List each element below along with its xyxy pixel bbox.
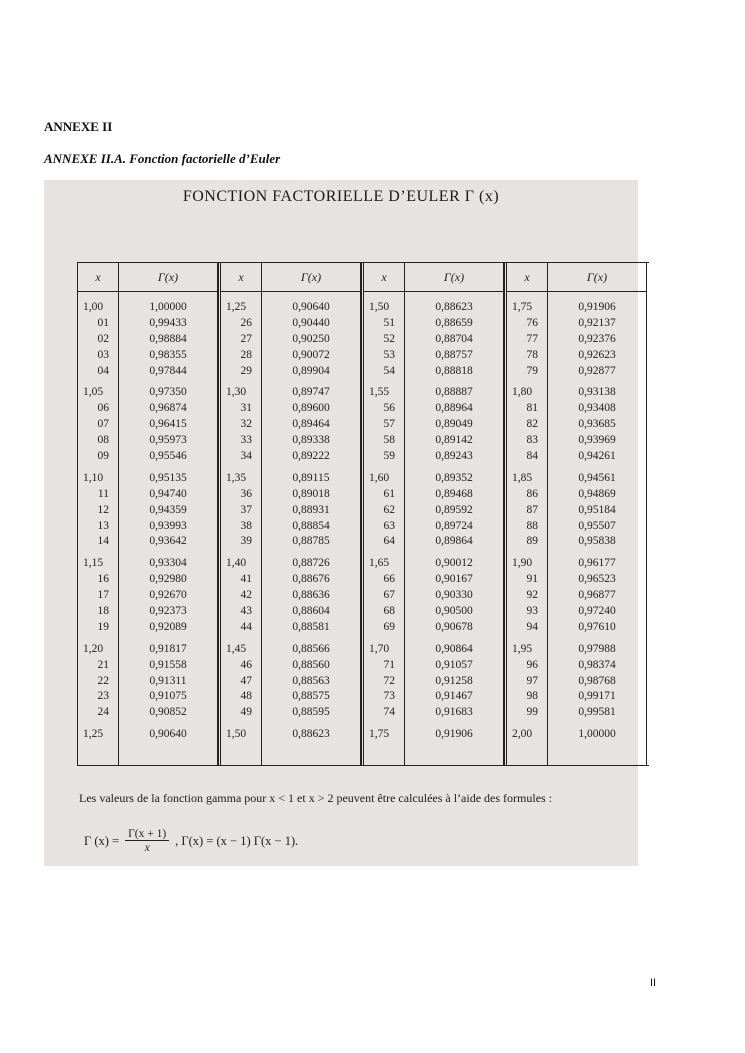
gamma-value: 0,89464 [292, 418, 330, 431]
gamma-value: 0,90440 [292, 316, 330, 329]
gamma-value: 1,00000 [149, 301, 187, 313]
gamma-column [119, 263, 217, 765]
x-value: 1,20 [83, 642, 104, 655]
x-value: 1,85 [512, 471, 533, 484]
x-value: 56 [383, 402, 395, 415]
x-value: 96 [526, 658, 538, 671]
figure-title: FONCTION FACTORIELLE D’EULER Γ (x) [182, 188, 500, 205]
gamma-value: 0,88566 [292, 642, 330, 655]
x-value: 1,25 [226, 301, 247, 313]
x-column [364, 263, 405, 765]
gamma-value: 0,93642 [149, 535, 187, 548]
x-value: 1,55 [369, 386, 390, 399]
gamma-value: 0,91558 [149, 658, 187, 671]
gamma-value: 0,98355 [149, 348, 187, 361]
gamma-value: 0,99581 [578, 706, 616, 719]
x-value: 44 [240, 620, 252, 633]
gamma-value: 0,88854 [292, 519, 330, 532]
x-value: 31 [240, 402, 252, 415]
gamma-value: 0,88818 [435, 364, 473, 377]
x-value: 07 [97, 418, 109, 431]
x-value: 1,10 [83, 471, 104, 484]
gamma-column [548, 263, 646, 765]
x-value: 04 [97, 364, 109, 377]
x-value: 39 [240, 535, 252, 548]
gamma-value: 0,90330 [435, 589, 473, 602]
gamma-value: 0,93408 [578, 402, 616, 415]
gamma-value: 0,97610 [578, 620, 616, 633]
x-value: 66 [383, 573, 395, 586]
x-value: 43 [240, 605, 252, 618]
gamma-value: 0,89222 [292, 450, 330, 463]
gamma-value: 0,92980 [149, 573, 187, 586]
x-value: 17 [97, 589, 109, 602]
gamma-value: 0,97240 [578, 605, 616, 618]
gamma-header: Γ(x) [548, 263, 646, 292]
gamma-value: 0,91906 [578, 301, 616, 313]
gamma-value: 0,99171 [578, 690, 616, 703]
x-value: 76 [526, 316, 538, 329]
gamma-value: 0,92089 [149, 620, 187, 633]
x-value: 28 [240, 348, 252, 361]
x-value: 83 [526, 434, 538, 447]
gamma-value: 0,91683 [435, 706, 473, 719]
x-value: 1,75 [369, 728, 390, 741]
gamma-header: Γ(x) [262, 263, 360, 292]
gamma-value: 0,94869 [578, 487, 616, 500]
gamma-value: 0,92877 [578, 364, 616, 377]
gamma-value: 0,88623 [292, 728, 330, 741]
gamma-value: 0,93685 [578, 418, 616, 431]
gamma-value: 0,97350 [149, 386, 187, 399]
x-value: 82 [526, 418, 538, 431]
gamma-value: 0,89338 [292, 434, 330, 447]
x-value: 2,00 [512, 728, 533, 741]
gamma-value: 0,90012 [435, 557, 473, 570]
gamma-value: 0,88659 [435, 316, 473, 329]
x-value: 73 [383, 690, 395, 703]
gamma-value: 0,89864 [435, 535, 473, 548]
gamma-value: 0,93969 [578, 434, 616, 447]
x-value: 26 [240, 316, 252, 329]
x-column [507, 263, 548, 765]
gamma-value: 0,92373 [149, 605, 187, 618]
x-value: 41 [240, 573, 252, 586]
gamma-value: 0,89468 [435, 487, 473, 500]
gamma-value: 0,96874 [149, 402, 187, 415]
gamma-value: 0,88785 [292, 535, 330, 548]
x-value: 06 [97, 402, 109, 415]
x-value: 42 [240, 589, 252, 602]
x-value: 1,75 [512, 301, 533, 313]
x-value: 46 [240, 658, 252, 671]
x-value: 1,60 [369, 471, 390, 484]
x-value: 91 [526, 573, 538, 586]
gamma-column [405, 263, 503, 765]
annex-subheading: ANNEXE II.A. Fonction factorielle d’Euler [44, 151, 281, 166]
x-value: 1,05 [83, 386, 104, 399]
x-value: 58 [383, 434, 395, 447]
gamma-value: 0,90250 [292, 332, 330, 345]
x-value: 51 [383, 316, 395, 329]
gamma-value: 0,90678 [435, 620, 473, 633]
x-value: 21 [97, 658, 109, 671]
page-number: II [650, 977, 657, 989]
x-header: x [364, 263, 404, 292]
x-value: 72 [383, 674, 395, 687]
x-value: 18 [97, 605, 109, 618]
x-value: 61 [383, 487, 395, 500]
annex-heading: ANNEXE II [44, 119, 113, 134]
gamma-value: 0,89049 [435, 418, 473, 431]
x-value: 98 [526, 690, 538, 703]
x-value: 94 [526, 620, 538, 633]
x-value: 67 [383, 589, 395, 602]
gamma-value: 0,89018 [292, 487, 330, 500]
gamma-value: 0,91311 [149, 674, 187, 687]
x-value: 71 [383, 658, 395, 671]
x-value: 01 [97, 316, 109, 329]
gamma-value: 0,93993 [149, 519, 187, 532]
x-value: 1,00 [83, 301, 104, 313]
x-value: 77 [526, 332, 538, 345]
x-value: 97 [526, 674, 538, 687]
gamma-value: 0,96523 [578, 573, 616, 586]
gamma-value: 0,98374 [578, 658, 616, 671]
gamma-header: Γ(x) [119, 263, 217, 292]
gamma-value: 0,91057 [435, 658, 473, 671]
x-value: 54 [383, 364, 395, 377]
gamma-value: 0,96415 [149, 418, 187, 431]
gamma-value: 0,90852 [149, 706, 187, 719]
table-column-group [504, 263, 647, 765]
gamma-value: 0,94261 [578, 450, 616, 463]
gamma-value: 0,92623 [578, 348, 616, 361]
gamma-value: 0,89747 [292, 386, 330, 399]
x-value: 59 [383, 450, 395, 463]
formula-numerator: Γ(x + 1) [125, 828, 169, 841]
gamma-value: 0,88676 [292, 573, 330, 586]
gamma-header: Γ(x) [405, 263, 503, 292]
gamma-table [77, 262, 649, 766]
gamma-value: 0,95546 [149, 450, 187, 463]
x-value: 69 [383, 620, 395, 633]
x-value: 24 [97, 706, 109, 719]
x-value: 38 [240, 519, 252, 532]
table-column-group [361, 263, 504, 765]
gamma-value: 0,88604 [292, 605, 330, 618]
x-value: 1,25 [83, 728, 104, 741]
gamma-value: 0,98768 [578, 674, 616, 687]
gamma-value: 0,88595 [292, 706, 330, 719]
gamma-value: 0,89243 [435, 450, 473, 463]
x-value: 33 [240, 434, 252, 447]
x-value: 13 [97, 519, 109, 532]
x-value: 57 [383, 418, 395, 431]
gamma-value: 0,88560 [292, 658, 330, 671]
x-value: 1,90 [512, 557, 533, 570]
gamma-value: 0,88726 [292, 557, 330, 570]
gamma-value: 0,88581 [292, 620, 330, 633]
gamma-value: 0,99433 [149, 316, 187, 329]
gamma-value: 0,95507 [578, 519, 616, 532]
x-value: 89 [526, 535, 538, 548]
x-value: 87 [526, 503, 538, 516]
x-value: 02 [97, 332, 109, 345]
figure-note: Les valeurs de la fonction gamma pour x < 1 et x > 2 peuvent être calculées à l’aide des formules : [79, 791, 553, 805]
x-value: 1,15 [83, 557, 104, 570]
gamma-value: 0,94561 [578, 471, 616, 484]
x-value: 09 [97, 450, 109, 463]
gamma-value: 0,92670 [149, 589, 187, 602]
x-value: 22 [97, 674, 109, 687]
x-value: 88 [526, 519, 538, 532]
gamma-value: 0,90500 [435, 605, 473, 618]
gamma-value: 0,93304 [149, 557, 187, 570]
x-value: 03 [97, 348, 109, 361]
x-value: 1,65 [369, 557, 390, 570]
gamma-value: 0,91075 [149, 690, 187, 703]
x-value: 32 [240, 418, 252, 431]
gamma-value: 0,95135 [149, 471, 187, 484]
gamma-value: 0,93138 [578, 386, 616, 399]
gamma-value: 0,97988 [578, 642, 616, 655]
x-value: 29 [240, 364, 252, 377]
gamma-value: 0,88931 [292, 503, 330, 516]
x-value: 34 [240, 450, 252, 463]
gamma-value: 0,95838 [578, 535, 616, 548]
x-value: 37 [240, 503, 252, 516]
gamma-value: 0,89724 [435, 519, 473, 532]
x-value: 1,80 [512, 386, 533, 399]
gamma-value: 0,88704 [435, 332, 473, 345]
gamma-value: 0,88563 [292, 674, 330, 687]
x-value: 64 [383, 535, 395, 548]
gamma-value: 0,91467 [435, 690, 473, 703]
gamma-value: 0,88887 [435, 386, 473, 399]
x-value: 19 [97, 620, 109, 633]
gamma-value: 0,97844 [149, 364, 187, 377]
x-value: 68 [383, 605, 395, 618]
x-value: 62 [383, 503, 395, 516]
gamma-value: 0,95973 [149, 434, 187, 447]
x-value: 53 [383, 348, 395, 361]
formula-denominator: x [144, 842, 150, 854]
x-value: 23 [97, 690, 109, 703]
formula-lhs: Γ (x) = [84, 833, 120, 848]
gamma-value: 0,90167 [435, 573, 473, 586]
gamma-value: 0,96177 [578, 557, 616, 570]
gamma-value: 0,94359 [149, 503, 187, 516]
x-value: 81 [526, 402, 538, 415]
x-value: 63 [383, 519, 395, 532]
gamma-value: 0,90072 [292, 348, 330, 361]
x-value: 1,50 [226, 728, 247, 741]
x-value: 79 [526, 364, 538, 377]
gamma-value: 0,92376 [578, 332, 616, 345]
x-value: 99 [526, 706, 538, 719]
x-value: 86 [526, 487, 538, 500]
x-value: 36 [240, 487, 252, 500]
x-header: x [78, 263, 118, 292]
x-value: 1,50 [369, 301, 390, 313]
table-column-group [218, 263, 361, 765]
x-value: 08 [97, 434, 109, 447]
x-value: 1,30 [226, 386, 247, 399]
gamma-column [262, 263, 360, 765]
x-value: 78 [526, 348, 538, 361]
x-value: 16 [97, 573, 109, 586]
formula-rhs: , Γ(x) = (x − 1) Γ(x − 1). [175, 833, 299, 848]
x-value: 1,95 [512, 642, 533, 655]
x-column [221, 263, 262, 765]
x-value: 52 [383, 332, 395, 345]
gamma-value: 0,90864 [435, 642, 473, 655]
gamma-value: 0,91258 [435, 674, 473, 687]
x-header: x [507, 263, 547, 292]
x-value: 14 [97, 535, 109, 548]
x-value: 1,70 [369, 642, 390, 655]
x-value: 93 [526, 605, 538, 618]
x-value: 11 [97, 487, 109, 500]
x-value: 92 [526, 589, 538, 602]
gamma-value: 0,89600 [292, 402, 330, 415]
scanned-table-figure [44, 180, 638, 866]
formula-fraction [125, 828, 169, 854]
x-header: x [221, 263, 261, 292]
gamma-value: 0,89352 [435, 471, 473, 484]
gamma-value: 0,95184 [578, 503, 616, 516]
gamma-value: 0,89115 [292, 471, 330, 484]
gamma-value: 0,89904 [292, 364, 330, 377]
x-value: 27 [240, 332, 252, 345]
gamma-value: 0,88575 [292, 690, 330, 703]
gamma-formula [84, 828, 298, 854]
x-value: 1,40 [226, 557, 247, 570]
gamma-value: 0,91906 [435, 728, 473, 741]
x-value: 47 [240, 674, 252, 687]
x-value: 1,35 [226, 471, 247, 484]
gamma-value: 0,90640 [292, 301, 330, 313]
gamma-value: 0,90640 [149, 728, 187, 741]
table-column-group [77, 263, 218, 765]
gamma-value: 0,89592 [435, 503, 473, 516]
x-value: 84 [526, 450, 538, 463]
gamma-value: 0,94740 [149, 487, 187, 500]
x-value: 74 [383, 706, 395, 719]
x-value: 48 [240, 690, 252, 703]
x-column [78, 263, 119, 765]
gamma-value: 0,88623 [435, 301, 473, 313]
x-value: 49 [240, 706, 252, 719]
gamma-value: 0,92137 [578, 316, 616, 329]
gamma-value: 1,00000 [578, 728, 616, 741]
gamma-value: 0,89142 [435, 434, 473, 447]
gamma-value: 0,91817 [149, 642, 187, 655]
gamma-value: 0,88964 [435, 402, 473, 415]
x-value: 12 [97, 503, 109, 516]
gamma-value: 0,88757 [435, 348, 473, 361]
gamma-value: 0,96877 [578, 589, 616, 602]
x-value: 1,45 [226, 642, 247, 655]
gamma-value: 0,88636 [292, 589, 330, 602]
gamma-value: 0,98884 [149, 332, 187, 345]
